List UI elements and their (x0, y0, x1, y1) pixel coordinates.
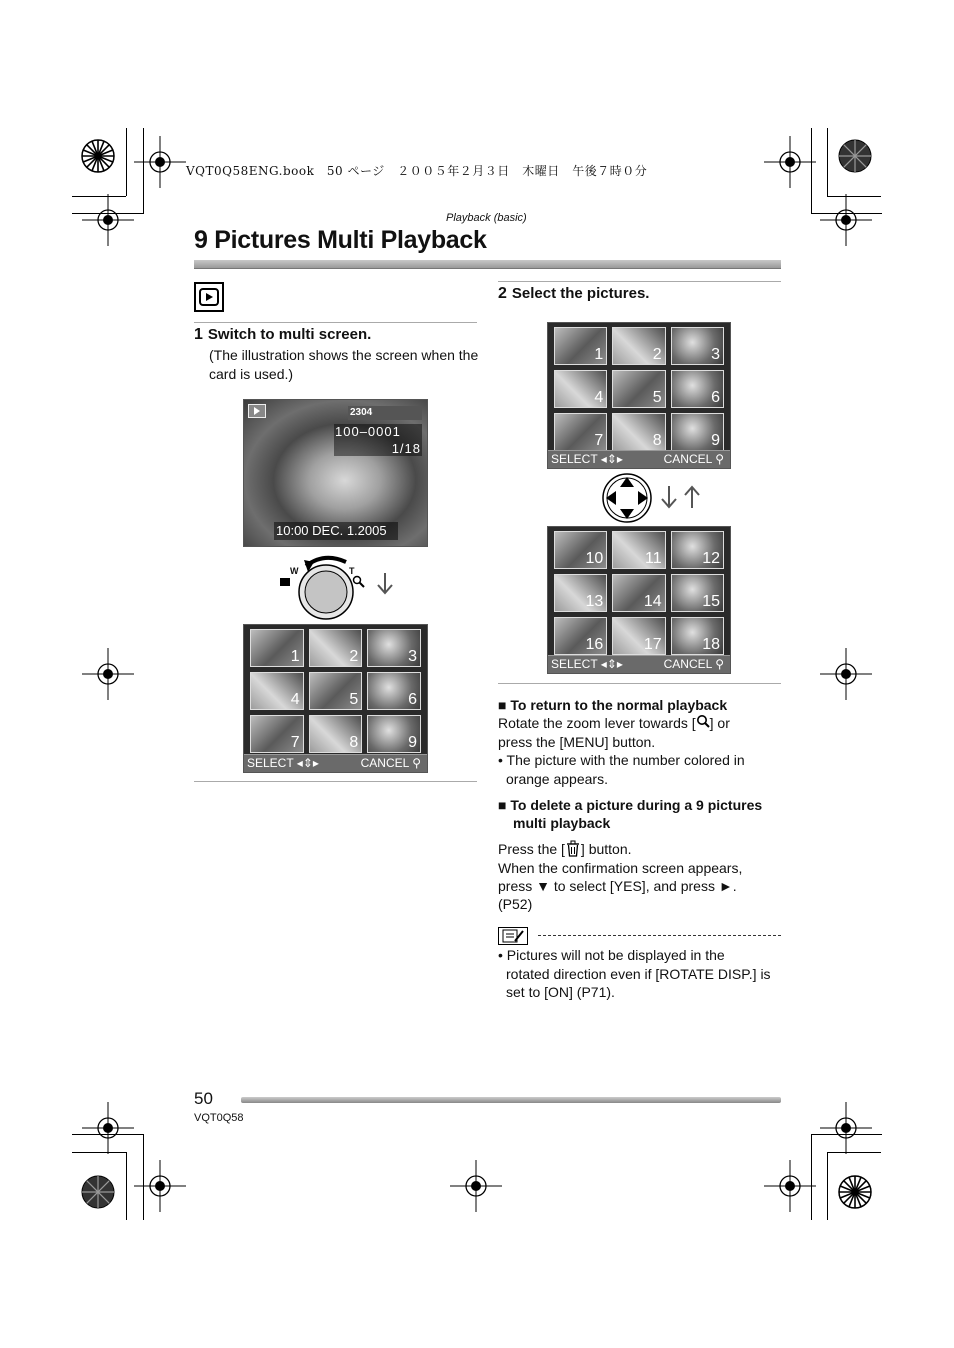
thumbnail[interactable] (612, 531, 665, 569)
cancel-label: CANCEL (663, 452, 712, 466)
zoom-lever-illustration (278, 550, 398, 620)
wide-label: W (290, 566, 299, 576)
multi-playback-screen-left (243, 624, 428, 773)
thumbnail-number: 2 (652, 346, 662, 363)
screen-footer: SELECT ◂⇕▸ CANCEL ⚲ (244, 754, 427, 772)
note-bullet-cont-2: set to [ON] (P71). (506, 984, 615, 1000)
thumbnail-number: 8 (349, 734, 359, 751)
thumbnail[interactable] (554, 574, 607, 612)
search-icon: ⚲ (715, 657, 724, 671)
zoom-tele-icon (696, 714, 710, 733)
return-bullet: • The picture with the number colored in (498, 752, 745, 768)
thumbnail[interactable] (250, 672, 304, 710)
divider (194, 322, 477, 323)
return-heading: ■ To return to the normal playback (498, 697, 728, 713)
picture-count: 1/18 (391, 441, 421, 456)
cancel-label: CANCEL (663, 657, 712, 671)
note-divider (538, 935, 781, 936)
step-title: Switch to multi screen. (207, 326, 372, 343)
thumbnail[interactable] (671, 531, 724, 569)
thumbnail[interactable] (554, 413, 607, 451)
thumbnail-number: 8 (652, 432, 662, 449)
thumbnail[interactable] (554, 617, 607, 655)
thumbnail-number: 14 (643, 593, 662, 610)
thumbnail[interactable] (367, 672, 421, 710)
file-number: 100–0001 (335, 424, 401, 439)
thumbnail-number: 17 (643, 636, 662, 653)
step-1-note: (The illustration shows the screen when the card is used.) (209, 347, 479, 382)
delete-text-3: press ▼ to select [YES], and press ►. (498, 878, 737, 894)
thumbnail-number: 12 (702, 550, 720, 567)
divider (498, 281, 781, 282)
thumbnail-number: 1 (290, 648, 300, 665)
delete-text-1: Press the [ ] button. (498, 840, 632, 862)
return-bullet-cont: orange appears. (506, 771, 608, 787)
note-icon (498, 927, 528, 945)
delete-text-2: When the confirmation screen appears, (498, 860, 743, 876)
thumbnail[interactable] (671, 370, 724, 408)
page-number: 50 (194, 1089, 213, 1108)
thumbnail-number: 4 (594, 389, 604, 406)
thumbnail-number: 18 (702, 636, 720, 653)
tele-label: T (349, 566, 355, 576)
resolution-label: 2304 (350, 407, 373, 418)
thumbnail[interactable] (309, 715, 363, 753)
delete-text-4: (P52) (498, 896, 533, 912)
step-1-heading (194, 326, 371, 344)
thumbnail-grid (554, 531, 724, 655)
select-label: SELECT (247, 756, 294, 770)
page-title: 9 Pictures Multi Playback (194, 226, 487, 254)
search-icon: ⚲ (715, 452, 724, 466)
thumbnail[interactable] (367, 715, 421, 753)
multi-playback-screen-page2 (547, 526, 731, 674)
select-label: SELECT (551, 452, 598, 466)
model-code: VQT0Q58 (194, 1112, 244, 1124)
screen-footer: SELECT ◂⇕▸ CANCEL ⚲ (548, 655, 730, 673)
thumbnail-number: 6 (711, 389, 720, 406)
divider (498, 683, 781, 684)
thumbnail[interactable] (671, 327, 724, 365)
step-number: 1 (194, 326, 203, 343)
step-number: 2 (498, 285, 507, 302)
thumbnail-number: 6 (408, 691, 417, 708)
thumbnail[interactable] (250, 629, 304, 667)
section-label: Playback (basic) (446, 212, 527, 224)
step-2-heading (498, 285, 649, 303)
thumbnail-number: 4 (290, 691, 300, 708)
thumbnail-grid (554, 327, 724, 451)
delete-heading-cont: multi playback (513, 815, 611, 831)
thumbnail-number: 3 (711, 346, 720, 363)
thumbnail-number: 15 (702, 593, 720, 610)
cursor-pad-illustration (600, 472, 710, 524)
thumbnail-number: 3 (408, 648, 417, 665)
return-text-2: press the [MENU] button. (498, 734, 656, 750)
thumbnail-number: 16 (585, 636, 604, 653)
multi-playback-screen-page1 (547, 322, 731, 469)
date-time: 10:00 DEC. 1.2005 (276, 523, 387, 538)
cancel-label: CANCEL (360, 756, 409, 770)
playback-mode-icon (194, 282, 224, 312)
thumbnail[interactable] (554, 327, 607, 365)
thumbnail[interactable] (671, 617, 724, 655)
thumbnail-number: 11 (645, 550, 662, 567)
print-file-info: VQT0Q58ENG.book 50 ページ ２００５年２月３日 木曜日 午後７時０分 (186, 164, 648, 178)
thumbnail-number: 13 (585, 593, 604, 610)
thumbnail[interactable] (612, 574, 665, 612)
thumbnail-number: 1 (594, 346, 604, 363)
thumbnail-grid (250, 629, 421, 753)
title-underline (194, 260, 781, 269)
single-playback-screen (243, 399, 428, 547)
footer-bar (241, 1097, 781, 1103)
thumbnail-number: 2 (349, 648, 359, 665)
thumbnail-number: 7 (290, 734, 300, 751)
thumbnail[interactable] (612, 413, 665, 451)
thumbnail-number: 9 (711, 432, 720, 449)
select-label: SELECT (551, 657, 598, 671)
thumbnail[interactable] (367, 629, 421, 667)
step-title: Select the pictures. (511, 285, 650, 302)
note-bullet-cont-1: rotated direction even if [ROTATE DISP.] is (506, 966, 771, 982)
thumbnail[interactable] (612, 370, 665, 408)
thumbnail[interactable] (671, 574, 724, 612)
divider (194, 781, 477, 782)
delete-heading: ■ To delete a picture during a 9 pictures (498, 797, 763, 813)
thumbnail-number: 5 (652, 389, 662, 406)
thumbnail[interactable] (612, 327, 665, 365)
screen-footer: SELECT ◂⇕▸ CANCEL ⚲ (548, 450, 730, 468)
return-text-1: Rotate the zoom lever towards [ ] or (498, 715, 730, 731)
thumbnail-number: 5 (349, 691, 359, 708)
thumbnail[interactable] (554, 531, 607, 569)
thumbnail-number: 10 (585, 550, 604, 567)
thumbnail[interactable] (309, 629, 363, 667)
search-icon: ⚲ (412, 756, 421, 770)
thumbnail-number: 7 (594, 432, 604, 449)
thumbnail[interactable] (671, 413, 724, 451)
thumbnail[interactable] (554, 370, 607, 408)
thumbnail[interactable] (250, 715, 304, 753)
thumbnail[interactable] (612, 617, 665, 655)
play-icon (248, 404, 266, 418)
note-bullet: • Pictures will not be displayed in the (498, 947, 725, 963)
thumbnail-number: 9 (408, 734, 417, 751)
thumbnail[interactable] (309, 672, 363, 710)
